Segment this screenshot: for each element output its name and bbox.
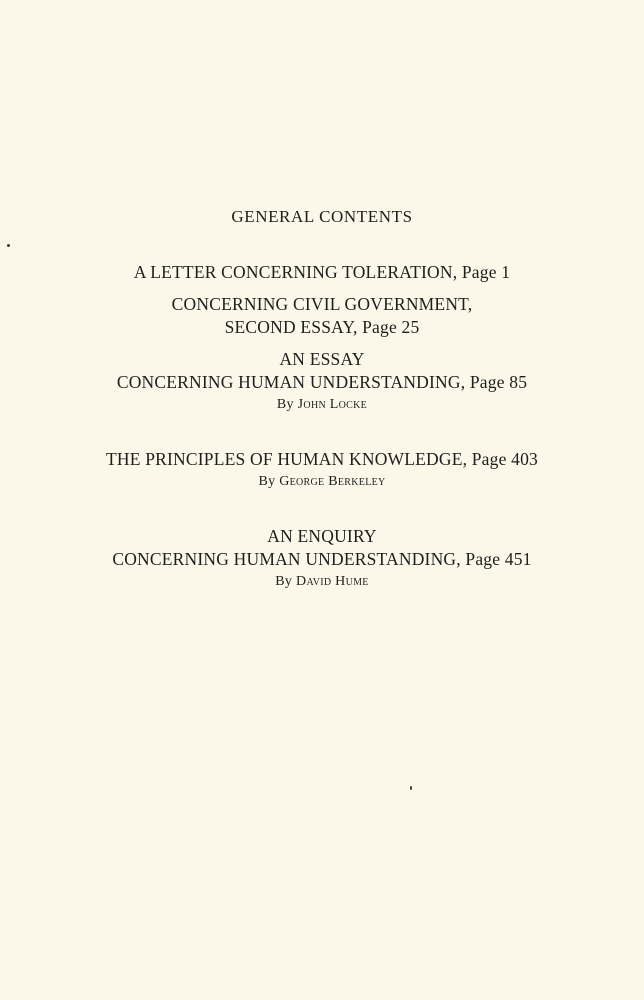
entry-essay-line2: CONCERNING HUMAN UNDERSTANDING, Page 85: [116, 372, 528, 392]
author-prefix: By: [276, 397, 298, 412]
author-prefix: By: [275, 574, 297, 589]
hume-section: [0, 525, 644, 593]
entry-civil-government-line1: CONCERNING CIVIL GOVERNMENT,: [171, 294, 473, 314]
author-locke: [0, 394, 644, 416]
general-contents: [0, 204, 644, 593]
author-name: David Hume: [296, 574, 369, 589]
entry-principles: THE PRINCIPLES OF HUMAN KNOWLEDGE, Page 403: [106, 449, 538, 469]
entry-essay-line1: AN ESSAY: [279, 349, 365, 369]
locke-section: [0, 261, 644, 416]
ink-speck: [410, 786, 412, 790]
contents-heading: GENERAL CONTENTS: [231, 207, 413, 226]
entry-civil-government-line2: SECOND ESSAY, Page 25: [224, 317, 420, 337]
entry-enquiry-line1: AN ENQUIRY: [267, 526, 377, 546]
entry-toleration: A LETTER CONCERNING TOLERATION, Page 1: [133, 262, 511, 282]
author-hume: [0, 571, 644, 593]
author-berkeley: [0, 471, 644, 493]
entry-enquiry-line2: CONCERNING HUMAN UNDERSTANDING, Page 451: [112, 549, 532, 569]
author-prefix: By: [258, 474, 280, 489]
author-name: George Berkeley: [279, 474, 386, 489]
berkeley-section: [0, 448, 644, 493]
author-name: John Locke: [297, 397, 368, 412]
